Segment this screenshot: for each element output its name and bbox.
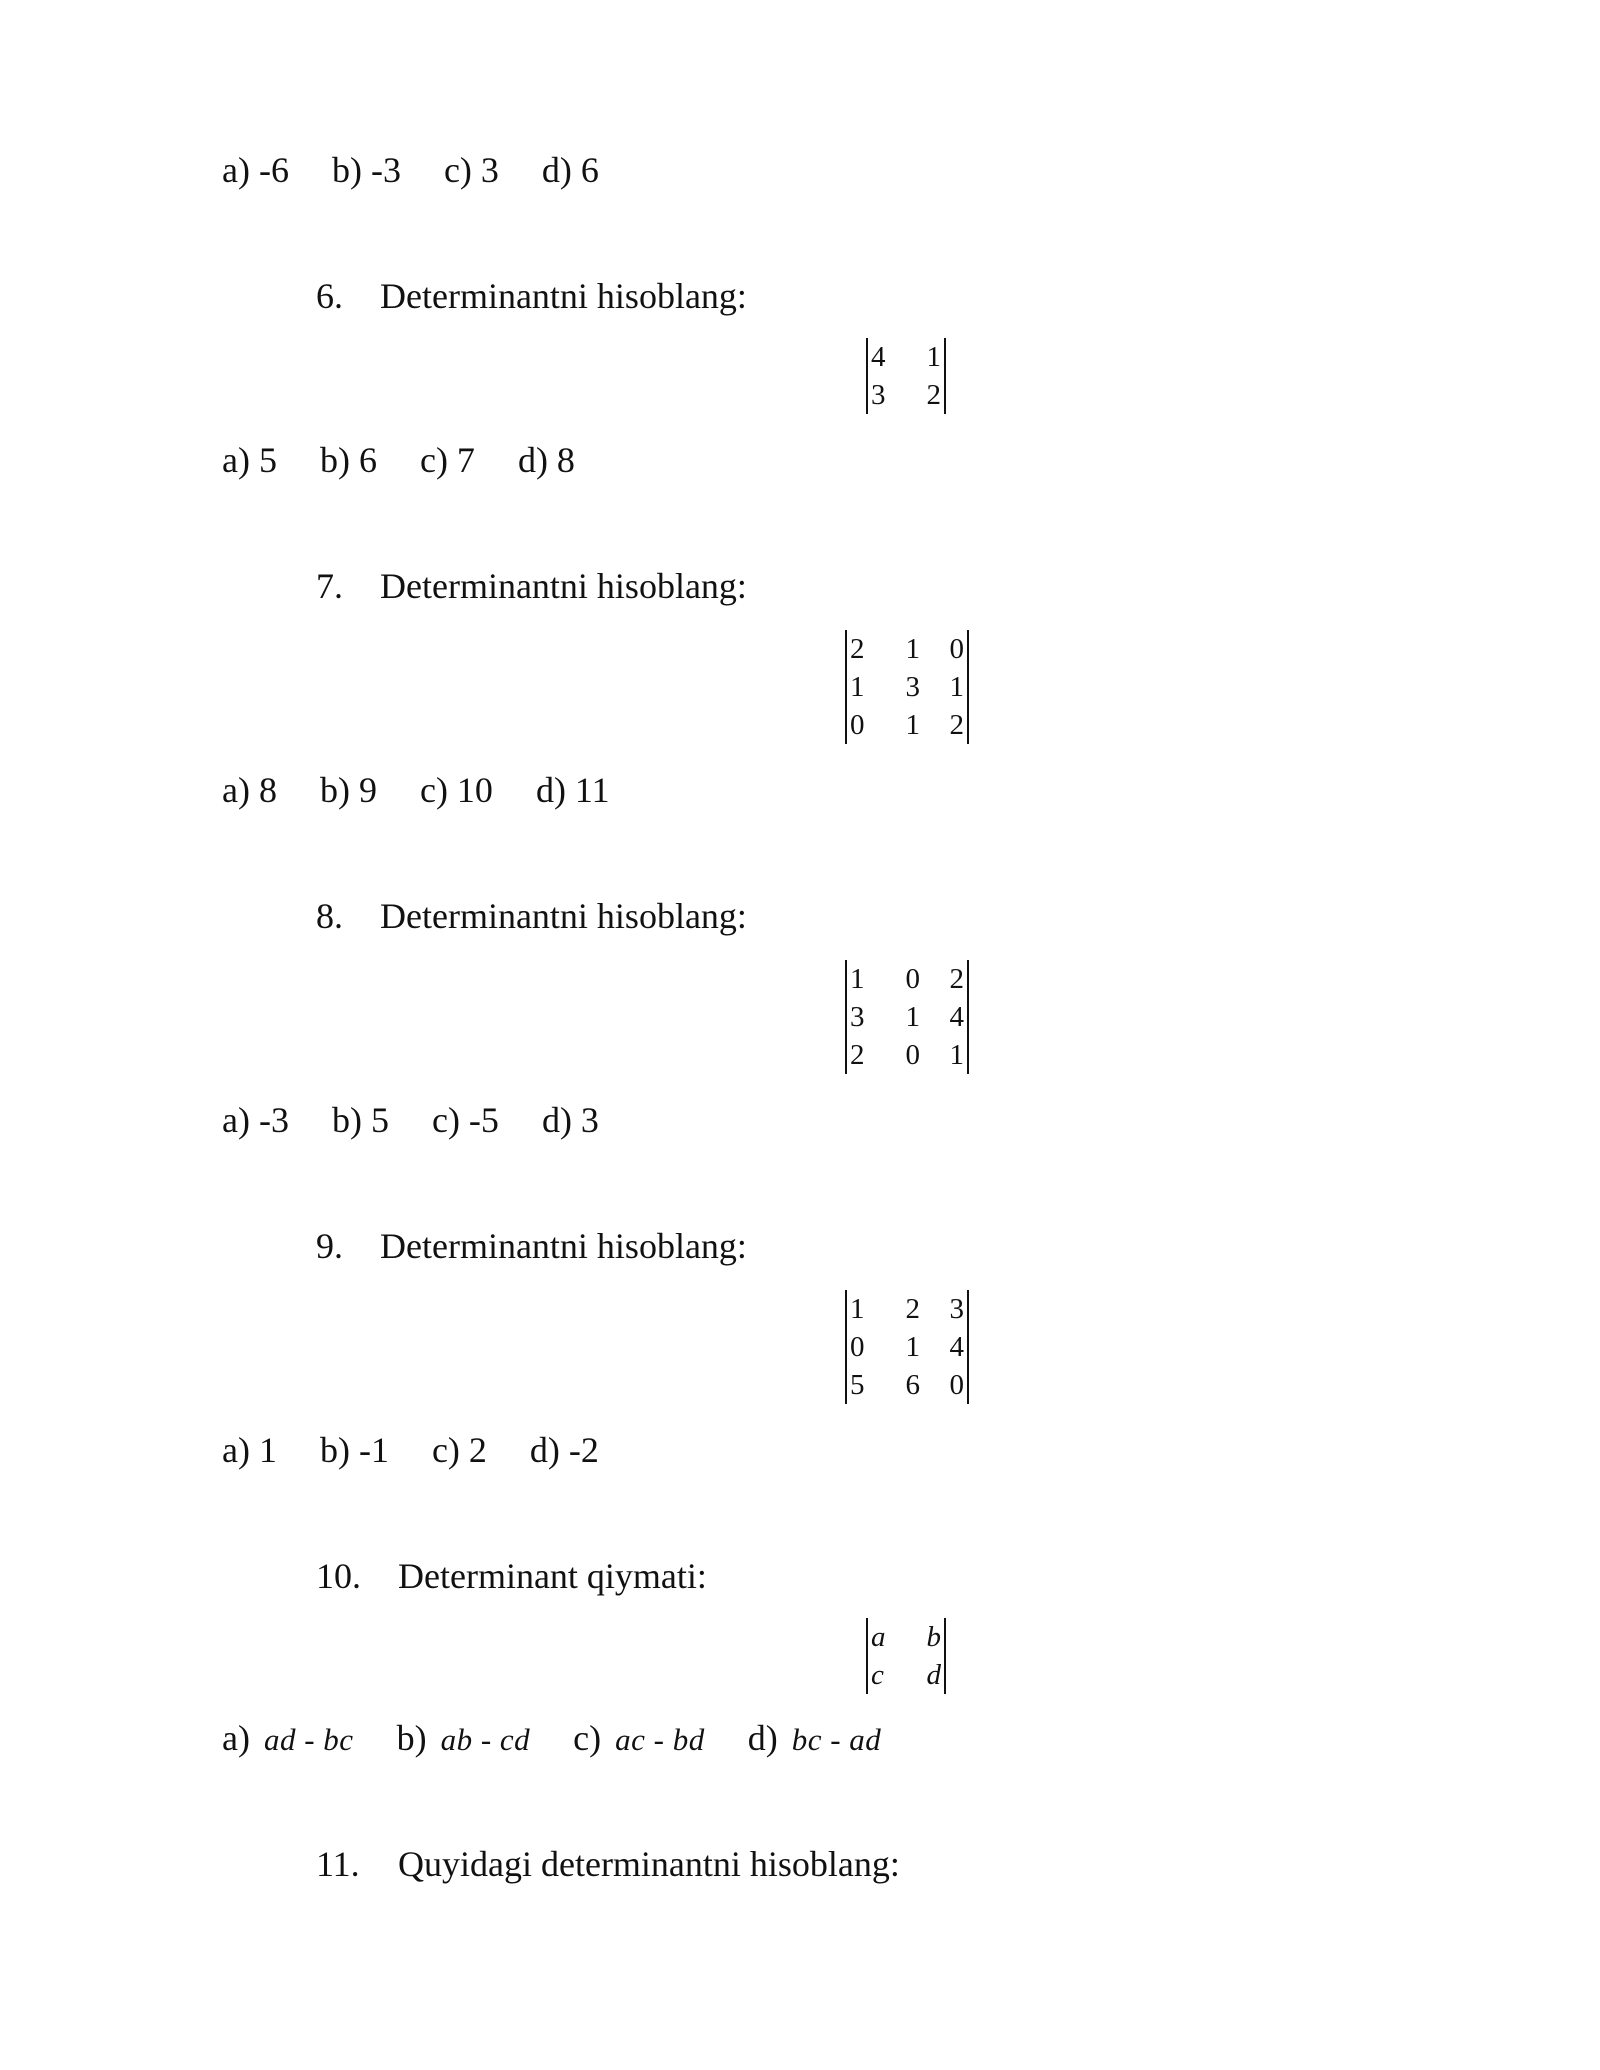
matrix-cell: 1 [850,1293,865,1325]
matrix-cell: 1 [905,633,920,665]
matrix-cell: 2 [926,379,941,411]
matrix-cell: 2 [905,1293,920,1325]
matrix-cell: d [926,1659,941,1691]
question-number: 7. [316,566,343,606]
answer-option: d) 11 [535,770,610,810]
matrix-cell: 3 [905,671,920,703]
matrix-cell: 3 [850,1001,865,1033]
matrix-cell: 1 [905,1001,920,1033]
answer-options-q8 [222,1098,633,1142]
question-9 [316,1224,747,1268]
answer-letter: b) [396,1718,427,1758]
answer-option: a) 8 [222,770,277,810]
answer-options-q6 [222,438,609,482]
answer-option [397,1716,531,1762]
matrix-cell: 2 [850,633,865,665]
matrix-cell: 1 [905,709,920,741]
answer-option [748,1716,882,1762]
question-10 [316,1554,707,1598]
question-7 [316,564,747,608]
answer-expression: ac - bd [615,1722,705,1757]
answer-letter: d) [747,1718,778,1758]
question-11 [316,1842,900,1886]
answer-option: a) -6 [222,150,289,190]
answer-option: a) 5 [222,440,277,480]
question-prompt: Quyidagi determinantni hisoblang: [398,1844,900,1884]
question-number: 10. [316,1556,361,1596]
matrix-cell: 3 [871,379,886,411]
question-number: 9. [316,1226,343,1266]
question-prompt: Determinantni hisoblang: [380,276,747,316]
answer-option: d) 6 [541,150,599,190]
matrix-cell: 0 [850,1331,865,1363]
answer-option: c) 3 [443,150,499,190]
question-8 [316,894,747,938]
determinant-q10 [866,1618,946,1694]
matrix-cell: 0 [949,633,964,665]
determinant-q7 [845,630,969,744]
answer-option [573,1716,705,1762]
determinant-q8 [845,960,969,1074]
answer-expression: bc - ad [791,1722,882,1757]
matrix-cell: 0 [905,963,920,995]
matrix-cell: 0 [850,709,865,741]
answer-option: b) 9 [319,770,377,810]
answer-option: c) 2 [431,1430,487,1470]
question-number: 6. [316,276,343,316]
answer-expression: ad - bc [263,1722,354,1757]
matrix-cell: 1 [905,1331,920,1363]
answer-option [222,1716,354,1762]
answer-options-q9 [222,1428,633,1472]
question-prompt: Determinantni hisoblang: [380,896,747,936]
answer-option: b) 6 [319,440,377,480]
matrix-cell: 2 [850,1039,865,1071]
matrix-cell: 4 [949,1331,964,1363]
answer-option: d) 8 [517,440,575,480]
answer-option: a) -3 [222,1100,289,1140]
answer-option: b) 5 [331,1100,389,1140]
answer-option: b) -1 [319,1430,389,1470]
determinant-q6 [866,338,946,414]
answer-option: b) -3 [331,150,401,190]
answer-letter: c) [573,1718,602,1758]
matrix-cell: 0 [905,1039,920,1071]
answer-option: c) 7 [419,440,475,480]
answer-option: d) -2 [529,1430,599,1470]
question-prompt: Determinant qiymati: [398,1556,707,1596]
answer-letter: a) [222,1718,250,1758]
matrix-cell: 1 [850,963,865,995]
matrix-cell: 2 [949,963,964,995]
answer-options-q7 [222,768,644,812]
answer-expression: ab - cd [440,1722,531,1757]
matrix-cell: 1 [949,671,964,703]
answer-option: d) 3 [541,1100,599,1140]
answer-option: c) 10 [419,770,493,810]
answer-option: a) 1 [222,1430,277,1470]
matrix-cell: 1 [926,341,941,373]
matrix-cell: 4 [949,1001,964,1033]
matrix-cell: 3 [949,1293,964,1325]
question-6 [316,274,747,318]
matrix-cell: 1 [850,671,865,703]
determinant-q9 [845,1290,969,1404]
matrix-cell: 4 [871,341,886,373]
matrix-cell: 5 [850,1369,865,1401]
answer-options-q5 [222,148,633,192]
matrix-cell: 2 [949,709,964,741]
question-number: 8. [316,896,343,936]
question-number: 11. [316,1844,360,1884]
matrix-cell: 1 [949,1039,964,1071]
matrix-cell: 0 [949,1369,964,1401]
matrix-cell: a [871,1621,886,1653]
question-prompt: Determinantni hisoblang: [380,566,747,606]
matrix-cell: 6 [905,1369,920,1401]
answer-options-q10 [222,1716,915,1762]
answer-option: c) -5 [431,1100,499,1140]
matrix-cell: b [926,1621,941,1653]
question-prompt: Determinantni hisoblang: [380,1226,747,1266]
matrix-cell: c [871,1659,884,1691]
